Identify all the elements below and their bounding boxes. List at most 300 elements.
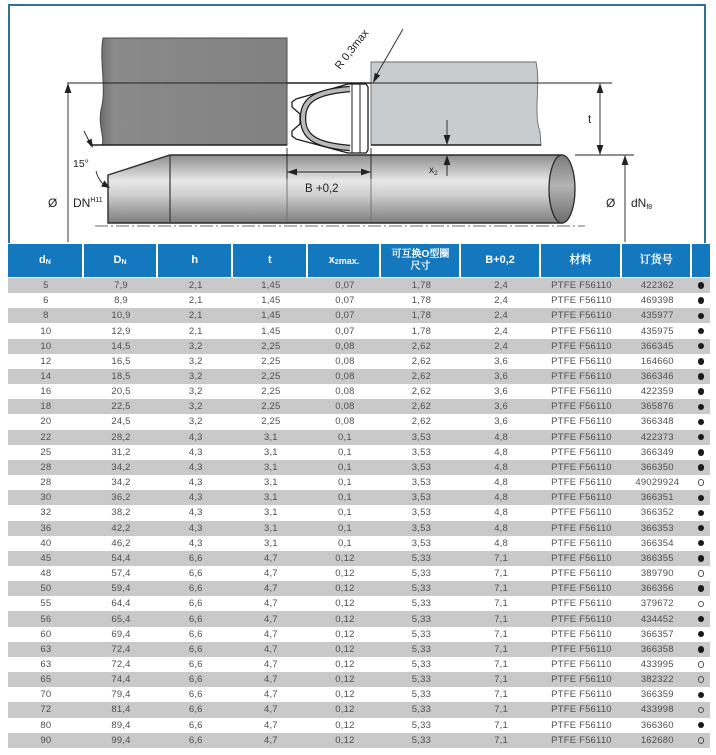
availability-dot-filled — [698, 449, 705, 456]
cell-oring: 1,78 — [411, 325, 432, 337]
cell-h: 6,6 — [188, 552, 203, 564]
cell-dn: 20 — [40, 416, 52, 428]
cell-b: 2,4 — [494, 295, 509, 307]
cell-availability — [692, 583, 710, 594]
x2-dim-label: $x_2$ — [429, 165, 438, 177]
cell-x2: 0,12 — [335, 583, 355, 595]
cell-order: 366358 — [640, 643, 674, 655]
availability-dot-open — [698, 737, 705, 744]
cell-material: PTFE F56110 — [551, 689, 612, 701]
cell-availability — [692, 523, 710, 534]
cell-dn: 6 — [43, 295, 49, 307]
cell-material: PTFE F56110 — [551, 643, 612, 655]
availability-dot-filled — [698, 358, 705, 365]
cell-availability — [692, 447, 710, 458]
cell-t: 2,25 — [261, 401, 281, 413]
cell-order: 366350 — [640, 461, 674, 473]
cell-x2: 0,08 — [335, 340, 355, 352]
cell-order: 366354 — [640, 537, 674, 549]
table-row — [8, 536, 710, 551]
availability-dot-filled — [698, 313, 705, 320]
availability-dot-filled — [698, 464, 705, 471]
cell-DN: 14,5 — [111, 340, 131, 352]
cell-x2: 0,07 — [335, 295, 355, 307]
cell-b: 4,8 — [494, 537, 509, 549]
cell-dn: 8 — [43, 310, 49, 322]
table-row — [8, 339, 710, 354]
cell-oring: 5,33 — [411, 658, 432, 670]
cell-dn: 65 — [40, 674, 52, 686]
cell-dn: 45 — [40, 552, 52, 564]
cell-t: 4,7 — [263, 658, 278, 670]
cell-oring: 2,62 — [411, 386, 432, 398]
cell-availability — [692, 674, 710, 685]
cell-t: 4,7 — [263, 689, 278, 701]
cell-h: 6,6 — [188, 689, 203, 701]
cell-availability — [692, 462, 710, 473]
col-header-material: 材料 — [541, 244, 622, 277]
cell-order: 366349 — [640, 446, 674, 458]
cell-order: 433995 — [640, 658, 674, 670]
cell-dn: 63 — [40, 658, 52, 670]
cell-DN: 22,5 — [111, 401, 131, 413]
cell-b: 4,8 — [494, 461, 509, 473]
cell-availability — [692, 295, 710, 306]
cell-dn: 50 — [40, 583, 52, 595]
cell-DN: 28,2 — [111, 431, 131, 443]
cell-b: 7,1 — [494, 689, 509, 701]
table-row — [8, 733, 710, 748]
cell-b: 7,1 — [494, 674, 509, 686]
cell-order: 366345 — [640, 340, 674, 352]
cell-DN: 72,4 — [111, 643, 131, 655]
cell-oring: 2,62 — [411, 401, 432, 413]
cell-x2: 0,1 — [338, 431, 352, 443]
cell-dn: 72 — [40, 704, 52, 716]
cell-material: PTFE F56110 — [551, 340, 612, 352]
cell-availability — [692, 310, 710, 321]
cell-availability — [692, 477, 710, 488]
cell-x2: 0,12 — [335, 719, 355, 731]
cell-h: 2,1 — [188, 310, 203, 322]
table-row — [8, 354, 710, 369]
table-row — [8, 672, 710, 687]
cell-dn: 40 — [40, 537, 52, 549]
cell-dn: 10 — [40, 325, 52, 337]
cell-availability — [692, 720, 710, 731]
table-row — [8, 323, 710, 338]
cell-h: 6,6 — [188, 583, 203, 595]
cell-dn: 70 — [40, 689, 52, 701]
cell-order: 366357 — [640, 628, 674, 640]
cell-x2: 0,1 — [338, 507, 352, 519]
cell-order: 366348 — [640, 416, 674, 428]
cell-availability — [692, 568, 710, 579]
cell-b: 3,6 — [494, 401, 509, 413]
cell-x2: 0,1 — [338, 446, 352, 458]
cell-dn: 14 — [40, 371, 52, 383]
shaft-end-face — [549, 155, 575, 223]
table-row — [8, 414, 710, 429]
availability-dot-filled — [698, 282, 705, 289]
cell-order: 435975 — [640, 325, 674, 337]
col-header-order: 订货号 — [622, 244, 692, 277]
availability-dot-filled — [698, 510, 705, 517]
cell-dn: 22 — [40, 431, 52, 443]
cell-x2: 0,07 — [335, 280, 355, 292]
cell-oring: 5,33 — [411, 613, 432, 625]
table-row — [8, 430, 710, 445]
cell-order: 366353 — [640, 522, 674, 534]
housing-left-block — [100, 38, 287, 145]
cell-DN: 57,4 — [111, 568, 131, 580]
cell-DN: 7,9 — [114, 280, 128, 292]
cell-DN: 64,4 — [111, 598, 131, 610]
cell-material: PTFE F56110 — [551, 371, 612, 383]
availability-dot-open — [698, 676, 705, 683]
housing-bore-value: $DN^{H11}$ — [73, 196, 103, 210]
table-row — [8, 308, 710, 323]
cell-dn: 55 — [40, 598, 52, 610]
cell-b: 3,6 — [494, 386, 509, 398]
cell-material: PTFE F56110 — [551, 537, 612, 549]
cell-DN: 89,4 — [111, 719, 131, 731]
cell-dn: 28 — [40, 477, 52, 489]
cell-DN: 16,5 — [111, 355, 131, 367]
cell-b: 2,4 — [494, 340, 509, 352]
table-row — [8, 505, 710, 520]
availability-dot-filled — [698, 555, 705, 562]
table-row — [8, 657, 710, 672]
cell-material: PTFE F56110 — [551, 355, 612, 367]
cell-material: PTFE F56110 — [551, 583, 612, 595]
cell-h: 6,6 — [188, 658, 203, 670]
col-header-oring: 可互换O型圈 尺寸 — [381, 244, 461, 277]
cell-availability — [692, 507, 710, 518]
table-row — [8, 460, 710, 475]
table-row — [8, 384, 710, 399]
cell-DN: 18,5 — [111, 371, 131, 383]
cell-t: 1,45 — [261, 325, 281, 337]
availability-dot-open — [698, 601, 705, 608]
cell-availability — [692, 629, 710, 640]
cell-h: 4,3 — [188, 537, 203, 549]
cell-oring: 1,78 — [411, 295, 432, 307]
cell-availability — [692, 598, 710, 609]
cell-oring: 5,33 — [411, 704, 432, 716]
availability-dot-filled — [698, 404, 705, 411]
cell-x2: 0,12 — [335, 628, 355, 640]
cell-order: 366352 — [640, 507, 674, 519]
radius-label: R 0,3max — [332, 27, 372, 72]
cell-t: 2,25 — [261, 355, 281, 367]
table-row — [8, 718, 710, 733]
cell-dn: 5 — [43, 280, 49, 292]
cell-oring: 3,53 — [411, 477, 432, 489]
cell-oring: 3,53 — [411, 492, 432, 504]
cell-oring: 3,53 — [411, 522, 432, 534]
cell-t: 3,1 — [263, 507, 278, 519]
cell-t: 4,7 — [263, 734, 278, 746]
cell-DN: 36,2 — [111, 492, 131, 504]
cell-h: 6,6 — [188, 719, 203, 731]
availability-dot-filled — [698, 495, 705, 502]
cell-x2: 0,07 — [335, 325, 355, 337]
cell-DN: 38,2 — [111, 507, 131, 519]
cell-b: 7,1 — [494, 583, 509, 595]
cell-b: 7,1 — [494, 704, 509, 716]
table-row — [8, 596, 710, 611]
cell-x2: 0,08 — [335, 401, 355, 413]
cell-material: PTFE F56110 — [551, 704, 612, 716]
housing-bore-dim-arrow — [65, 83, 72, 93]
cell-material: PTFE F56110 — [551, 461, 612, 473]
cell-oring: 2,62 — [411, 340, 432, 352]
table-header — [8, 244, 710, 277]
cell-order: 422362 — [640, 280, 674, 292]
cell-availability — [692, 538, 710, 549]
availability-dot-filled — [698, 328, 705, 335]
cell-h: 3,2 — [188, 416, 203, 428]
col-header-DN: D $_N$ — [84, 244, 158, 277]
cell-h: 2,1 — [188, 280, 203, 292]
col-header-b: B+0,2 — [461, 244, 540, 277]
cell-oring: 2,62 — [411, 416, 432, 428]
cell-b: 7,1 — [494, 628, 509, 640]
cell-dn: 12 — [40, 355, 52, 367]
cell-oring: 5,33 — [411, 598, 432, 610]
cell-oring: 3,53 — [411, 461, 432, 473]
cell-material: PTFE F56110 — [551, 310, 612, 322]
cell-material: PTFE F56110 — [551, 507, 612, 519]
cell-oring: 5,33 — [411, 552, 432, 564]
cell-x2: 0,12 — [335, 598, 355, 610]
cell-t: 3,1 — [263, 492, 278, 504]
cell-DN: 65,4 — [111, 613, 131, 625]
cell-h: 2,1 — [188, 295, 203, 307]
cell-h: 6,6 — [188, 704, 203, 716]
cell-t: 4,7 — [263, 704, 278, 716]
col-header-x2max: x $_2$ max. — [308, 244, 381, 277]
cell-DN: 99,4 — [111, 734, 131, 746]
cell-DN: 54,4 — [111, 552, 131, 564]
cell-oring: 5,33 — [411, 734, 432, 746]
cell-DN: 46,2 — [111, 537, 131, 549]
availability-dot-filled — [698, 692, 705, 699]
cell-material: PTFE F56110 — [551, 431, 612, 443]
cell-DN: 74,4 — [111, 674, 131, 686]
table-row — [8, 581, 710, 596]
cell-material: PTFE F56110 — [551, 628, 612, 640]
t-dim-label: t — [588, 114, 592, 126]
availability-dot-filled — [698, 631, 705, 638]
cell-h: 3,2 — [188, 371, 203, 383]
availability-dot-filled — [698, 616, 705, 623]
housing-bore-label: Ø — [48, 196, 58, 210]
cell-x2: 0,1 — [338, 477, 352, 489]
cell-h: 4,3 — [188, 492, 203, 504]
cell-material: PTFE F56110 — [551, 719, 612, 731]
cell-b: 4,8 — [494, 431, 509, 443]
cell-oring: 5,33 — [411, 674, 432, 686]
bore-edge-arrow — [86, 139, 93, 148]
table-row — [8, 445, 710, 460]
cell-t: 4,7 — [263, 719, 278, 731]
cell-t: 3,1 — [263, 431, 278, 443]
cell-DN: 31,2 — [111, 446, 131, 458]
cell-h: 6,6 — [188, 643, 203, 655]
cell-availability — [692, 371, 710, 382]
cell-oring: 5,33 — [411, 583, 432, 595]
shaft-dia-label: Ø — [606, 196, 616, 210]
cell-b: 2,4 — [494, 280, 509, 292]
cell-dn: 60 — [40, 628, 52, 640]
cell-h: 3,2 — [188, 386, 203, 398]
cell-availability — [692, 704, 710, 715]
shaft-dia-dim-arrow — [622, 155, 629, 165]
cell-h: 2,1 — [188, 325, 203, 337]
cell-h: 4,3 — [188, 446, 203, 458]
table-row — [8, 687, 710, 702]
cell-x2: 0,1 — [338, 492, 352, 504]
cell-availability — [692, 326, 710, 337]
cell-oring: 5,33 — [411, 568, 432, 580]
cell-b: 4,8 — [494, 522, 509, 534]
b-dim-label: B +0,2 — [305, 183, 339, 195]
cell-t: 1,45 — [261, 310, 281, 322]
table-row — [8, 642, 710, 657]
cell-oring: 5,33 — [411, 719, 432, 731]
cell-b: 7,1 — [494, 719, 509, 731]
availability-dot-open — [698, 707, 705, 714]
cell-availability — [692, 341, 710, 352]
cell-b: 4,8 — [494, 477, 509, 489]
cell-t: 1,45 — [261, 295, 281, 307]
table-row — [8, 490, 710, 505]
cell-x2: 0,12 — [335, 658, 355, 670]
cell-material: PTFE F56110 — [551, 598, 612, 610]
cell-order: 366360 — [640, 719, 674, 731]
cell-order: 49029924 — [635, 477, 680, 489]
table-row — [8, 611, 710, 626]
cell-t: 1,45 — [261, 280, 281, 292]
cell-x2: 0,1 — [338, 537, 352, 549]
cell-h: 3,2 — [188, 340, 203, 352]
cell-availability — [692, 386, 710, 397]
cell-material: PTFE F56110 — [551, 613, 612, 625]
cell-oring: 5,33 — [411, 628, 432, 640]
table-row — [8, 702, 710, 717]
cell-availability — [692, 432, 710, 443]
cell-dn: 36 — [40, 522, 52, 534]
availability-dot-filled — [698, 297, 705, 304]
cell-dn: 10 — [40, 340, 52, 352]
cell-x2: 0,1 — [338, 522, 352, 534]
cell-DN: 81,4 — [111, 704, 131, 716]
cell-material: PTFE F56110 — [551, 416, 612, 428]
cell-dn: 56 — [40, 613, 52, 625]
cell-oring: 3,53 — [411, 446, 432, 458]
cell-order: 162680 — [640, 734, 674, 746]
cell-order: 365876 — [640, 401, 674, 413]
housing-right-block — [371, 62, 541, 145]
cell-h: 3,2 — [188, 401, 203, 413]
cell-DN: 42,2 — [111, 522, 131, 534]
cell-t: 3,1 — [263, 461, 278, 473]
cell-dn: 25 — [40, 446, 52, 458]
table-row — [8, 475, 710, 490]
cell-DN: 79,4 — [111, 689, 131, 701]
cell-availability — [692, 553, 710, 564]
cell-b: 7,1 — [494, 643, 509, 655]
cell-t: 4,7 — [263, 583, 278, 595]
availability-dot-filled — [698, 343, 705, 350]
chamfer-angle-label: 15° — [73, 158, 89, 170]
cell-material: PTFE F56110 — [551, 325, 612, 337]
cell-h: 6,6 — [188, 568, 203, 580]
table-row — [8, 521, 710, 536]
cell-order: 366359 — [640, 689, 674, 701]
cell-order: 366356 — [640, 583, 674, 595]
availability-dot-filled — [698, 373, 705, 380]
cell-x2: 0,12 — [335, 552, 355, 564]
cell-material: PTFE F56110 — [551, 295, 612, 307]
cell-DN: 12,9 — [111, 325, 131, 337]
cell-dn: 63 — [40, 643, 52, 655]
table-row — [8, 278, 710, 293]
cell-b: 4,8 — [494, 492, 509, 504]
cell-t: 4,7 — [263, 568, 278, 580]
cell-dn: 48 — [40, 568, 52, 580]
table-body — [8, 277, 710, 748]
cell-x2: 0,08 — [335, 355, 355, 367]
cell-oring: 1,78 — [411, 310, 432, 322]
cell-order: 433998 — [640, 704, 674, 716]
availability-dot-filled — [698, 525, 705, 532]
cell-x2: 0,12 — [335, 613, 355, 625]
cell-material: PTFE F56110 — [551, 446, 612, 458]
cell-b: 3,6 — [494, 355, 509, 367]
cell-availability — [692, 644, 710, 655]
availability-dot-filled — [698, 540, 705, 547]
cell-DN: 69,4 — [111, 628, 131, 640]
cell-oring: 2,62 — [411, 371, 432, 383]
cell-DN: 20,5 — [111, 386, 131, 398]
cell-material: PTFE F56110 — [551, 674, 612, 686]
table-row — [8, 551, 710, 566]
availability-dot-filled — [698, 388, 705, 395]
cell-x2: 0,12 — [335, 643, 355, 655]
cell-order: 435977 — [640, 310, 674, 322]
cell-t: 4,7 — [263, 628, 278, 640]
availability-dot-filled — [698, 722, 705, 729]
cell-h: 6,6 — [188, 613, 203, 625]
cell-b: 7,1 — [494, 552, 509, 564]
cell-availability — [692, 492, 710, 503]
table-row — [8, 627, 710, 642]
cell-t: 4,7 — [263, 598, 278, 610]
cell-t: 3,1 — [263, 537, 278, 549]
cell-order: 422373 — [640, 431, 674, 443]
cell-oring: 5,33 — [411, 689, 432, 701]
cell-order: 164660 — [640, 355, 674, 367]
cell-availability — [692, 659, 710, 670]
table-row — [8, 369, 710, 384]
cell-order: 366346 — [640, 371, 674, 383]
cell-b: 4,8 — [494, 507, 509, 519]
cell-h: 6,6 — [188, 598, 203, 610]
t-dim-arrow-bottom — [597, 145, 604, 155]
